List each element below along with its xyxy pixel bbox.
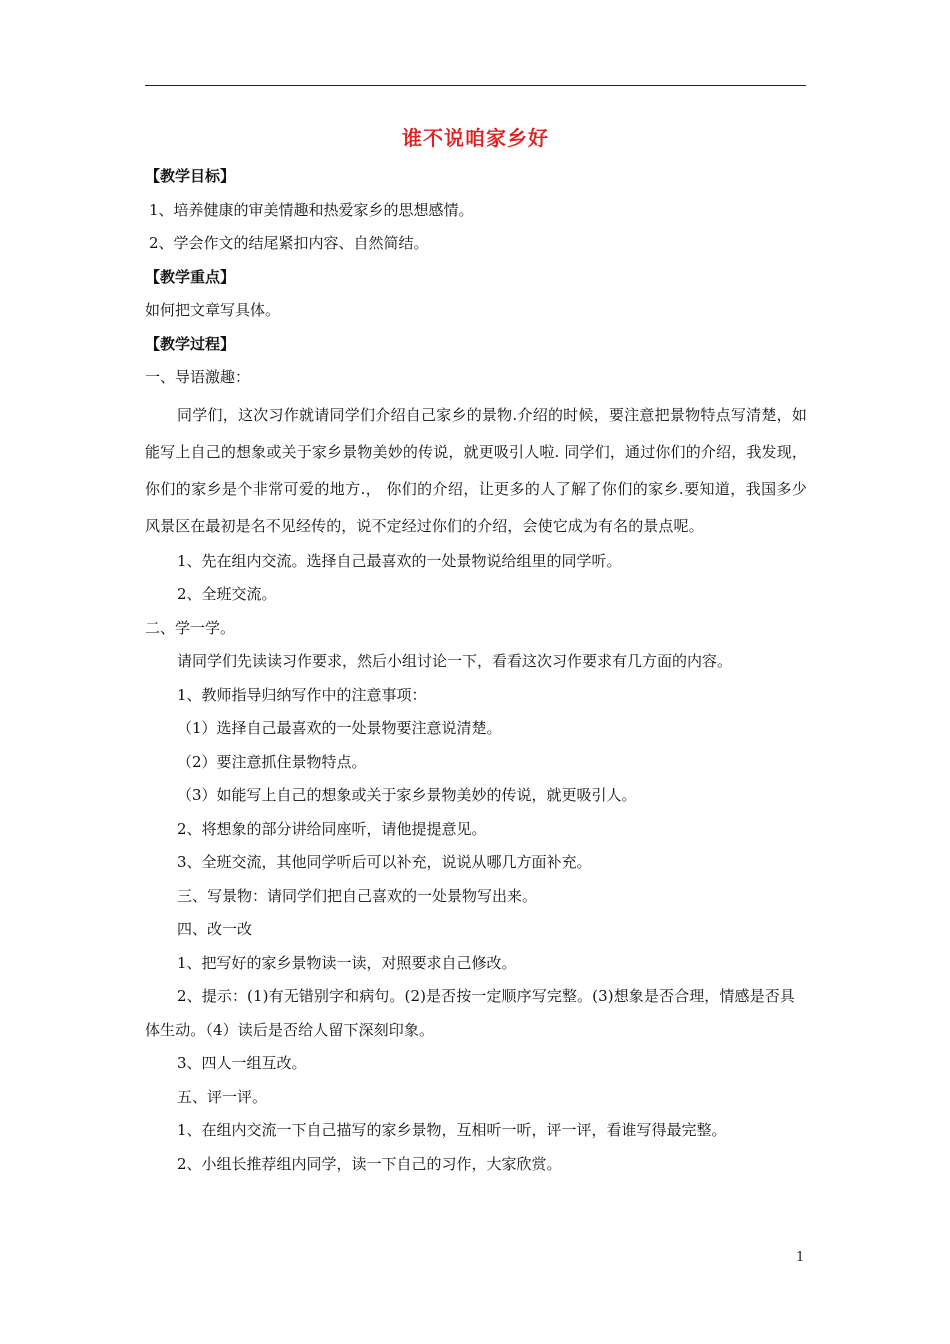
page-number: 1 [796,1250,805,1265]
body-line: 3、全班交流，其他同学听后可以补充，说说从哪几方面补充。 [177,853,592,871]
body-line: 请同学们先读读习作要求，然后小组讨论一下，看看这次习作要求有几方面的内容。 [177,652,733,670]
section-heading: 二、学一学。 [145,618,236,637]
section-heading: 一、导语激趣： [145,368,251,386]
body-line: 1、把写好的家乡景物读一读，对照要求自己修改。 [177,953,517,972]
body-line: 2、将想象的部分讲给同座听，请他提提意见。 [177,819,487,838]
section-heading: 三、写景物：请同学们把自己喜欢的一处景物写出来。 [177,886,538,905]
header-rule [145,85,806,86]
hint-paragraph: 2、提示：(1)有无错别字和病句。(2)是否按一定顺序写完整。(3)想象是否合理，情感是否具体生动。（4）读后是否给人留下深刻印象。 [145,987,795,1039]
body-line: 1、教师指导归纳写作中的注意事项： [177,685,427,704]
section-heading: 四、改一改 [177,920,253,938]
heading-objectives: 【教学目标】 [145,167,236,185]
section-heading: 五、评一评。 [177,1087,268,1106]
heading-process: 【教学过程】 [145,334,236,353]
heading-key-points: 【教学重点】 [145,267,236,286]
body-line: 2、全班交流。 [177,585,277,603]
body-line: 1、先在组内交流。选择自己最喜欢的一处景物说给组里的同学听。 [177,551,622,570]
document-body [145,160,807,1181]
body-line: 2、小组长推荐组内同学，读一下自己的习作，大家欣赏。 [177,1154,562,1173]
intro-paragraph: 同学们，这次习作就请同学们介绍自己家乡的景物.介绍的时候，要注意把景物特点写清楚，如能写上自己的想象或关于家乡景物美妙的传说，就更吸引人啦. 同学们，通过你们的介绍，我发现，你们的家乡是个非常可爱的地方.， 你们的介绍，让更多的人了解了你们的家乡.要知道，我国多少风景区在最初是名不见经传的，说不定经过你们的介绍，会使它成为有名的景点呢。 [145,405,807,535]
body-line: 1、在组内交流一下自己描写的家乡景物，互相听一听，评一评，看谁写得最完整。 [177,1121,727,1139]
objective-line: 2、学会作文的结尾紧扣内容、自然简结。 [149,234,429,252]
body-line: 3、四人一组互改。 [177,1054,307,1072]
body-line: （2）要注意抓住景物特点。 [177,752,367,771]
key-point-line: 如何把文章写具体。 [145,301,281,319]
document-title: 谁不说咱家乡好 [402,126,549,150]
body-line: （3）如能写上自己的想象或关于家乡景物美妙的传说，就更吸引人。 [177,786,637,804]
body-line: （1）选择自己最喜欢的一处景物要注意说清楚。 [177,719,502,737]
objective-line: 1、培养健康的审美情趣和热爱家乡的思想感情。 [149,200,474,219]
